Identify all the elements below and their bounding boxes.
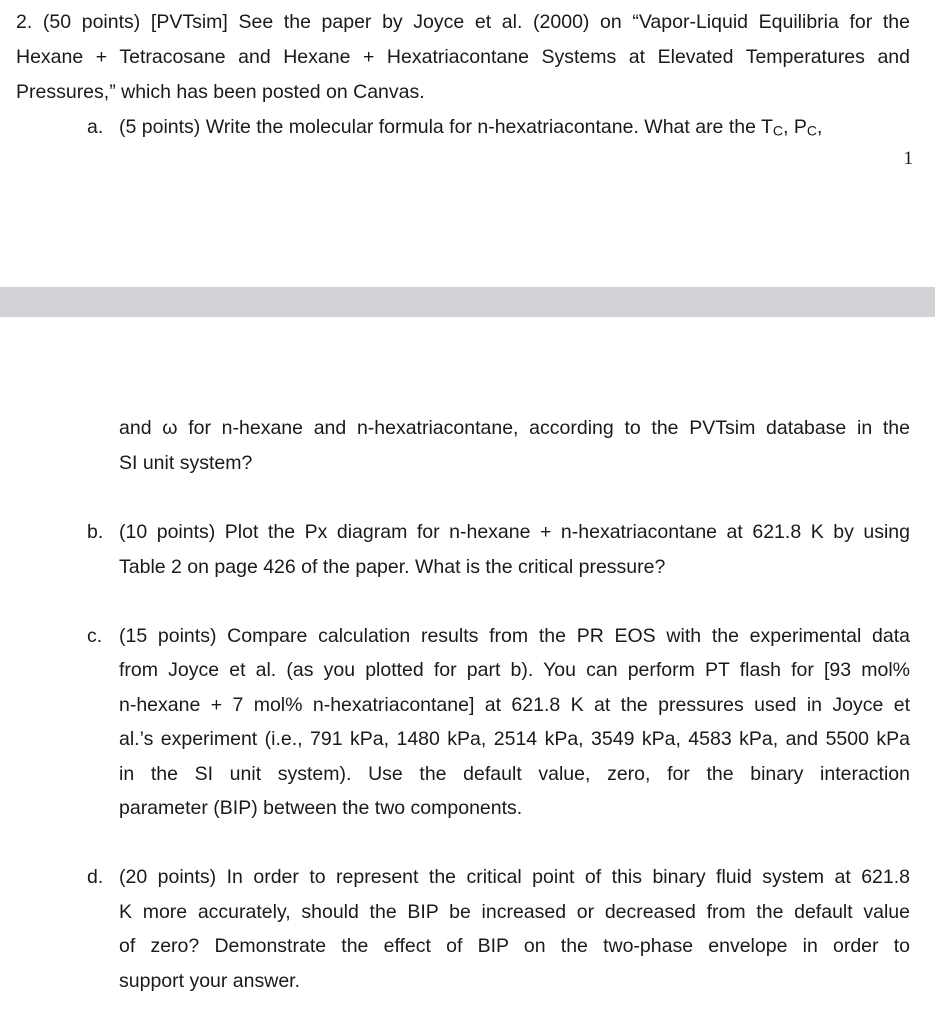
page-break-divider: [0, 287, 935, 317]
part-c-line-6: parameter (BIP) between the two components.: [119, 797, 523, 819]
part-a-marker: a.: [87, 116, 104, 138]
part-c-line-5: in the SI unit system). Use the default value, zero, for the binary interaction: [119, 763, 910, 785]
part-d-line-4: support your answer.: [119, 970, 301, 992]
part-c-line-4: al.’s experiment (i.e., 791 kPa, 1480 kPa, 2514 kPa, 3549 kPa, 4583 kPa, and 5500 kPa: [119, 728, 910, 750]
part-a-line-1: [119, 115, 822, 139]
part-c-line-3: n-hexane + 7 mol% n-hexatriacontane] at 621.8 K at the pressures used in Joyce et: [119, 694, 910, 716]
part-a-line-1-text: (5 points) Write the molecular formula for n-hexatriacontane. What are the T: [119, 116, 773, 138]
part-a-line-2: and ω for n-hexane and n-hexatriacontane, according to the PVTsim database in the: [119, 417, 910, 439]
part-b-line-2: Table 2 on page 426 of the paper. What is the critical pressure?: [119, 556, 666, 578]
question-line-1: 2. (50 points) [PVTsim] See the paper by Joyce et al. (2000) on “Vapor-Liquid Equilibria for the: [16, 11, 910, 33]
part-b-line-1: (10 points) Plot the Px diagram for n-hexane + n-hexatriacontane at 621.8 K by using: [119, 521, 910, 543]
part-b-marker: b.: [87, 521, 104, 543]
part-a-end: ,: [817, 116, 823, 138]
part-d-line-1: (20 points) In order to represent the critical point of this binary fluid system at 621.8: [119, 866, 910, 888]
question-line-3: Pressures,” which has been posted on Canvas.: [16, 81, 425, 103]
tc-subscript: C: [772, 122, 784, 139]
part-d-line-2: K more accurately, should the BIP be increased or decreased from the default value: [119, 901, 910, 923]
page-number: 1: [903, 148, 913, 169]
part-d-line-3: of zero? Demonstrate the effect of BIP on the two-phase envelope in order to: [119, 935, 910, 957]
part-a-line-3: SI unit system?: [119, 452, 253, 474]
part-c-line-2: from Joyce et al. (as you plotted for part b). You can perform PT flash for [93 mol%: [119, 659, 910, 681]
part-a-between: , P: [783, 116, 807, 138]
part-d-marker: d.: [87, 866, 104, 888]
part-c-line-1: (15 points) Compare calculation results from the PR EOS with the experimental data: [119, 625, 910, 647]
pc-subscript: C: [806, 122, 818, 139]
part-c-marker: c.: [87, 625, 103, 647]
question-line-2: Hexane + Tetracosane and Hexane + Hexatriacontane Systems at Elevated Temperatures and: [16, 46, 910, 68]
